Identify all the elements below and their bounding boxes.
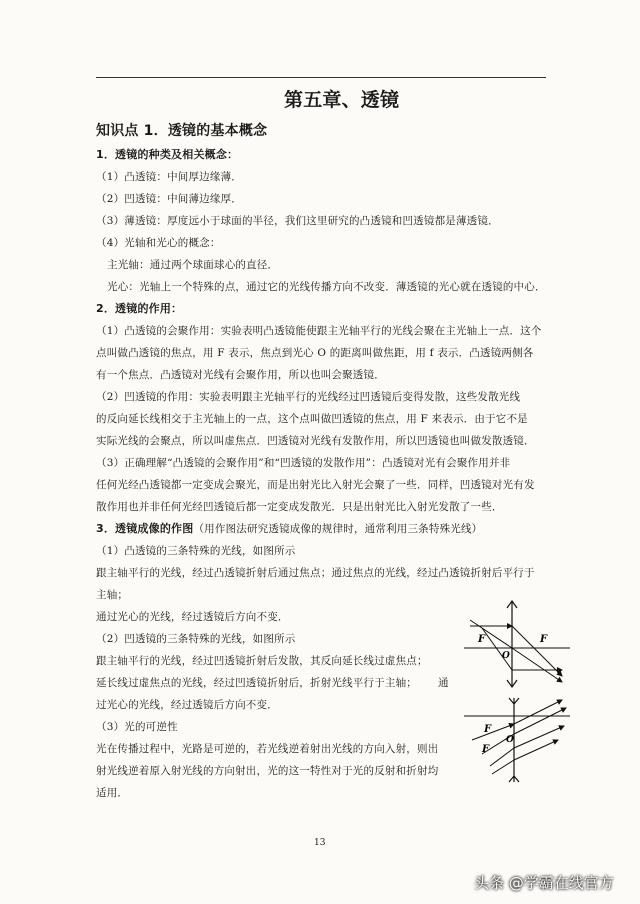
s3-line: 跟主轴平行的光线，经过凹透镜折射后发散，其反向延长线过虚焦点； [96,655,428,667]
focus-label-right: F [482,744,490,755]
s1-line: （4）光轴和光心的概念： [96,237,221,249]
ray [514,708,566,734]
focus-label-left: F [484,724,492,735]
chapter-title: 第五章、透镜 [284,89,400,111]
ray [514,700,562,724]
ray [482,628,512,670]
s3-line: （1）凸透镜的三条特殊的光线，如图所示 [96,545,296,557]
s2-p2-line: （2）凹透镜的作用：实验表明跟主光轴平行的光线经过凹透镜后变得发散，这些发散光线 [96,391,521,403]
s2-p3-line: 散作用也并非任何光经凹透镜后都一定变成发散光．只是出射光比入射光发散了一些． [96,501,503,513]
section-title: 知识点 1．透镜的基本概念 [96,123,268,139]
optical-center-label: O [502,651,510,661]
s3-heading: 3．透镜成像的作图 [96,522,194,535]
s2-p1-line: （1）凸透镜的会聚作用：实验表明凸透镜能使跟主光轴平行的光线会聚在主光轴上一点．这个 [96,325,542,337]
s3-line: （3）光的可逆性 [96,721,178,733]
s3-line: 过光心的光线，经过透镜后方向不变． [96,699,278,711]
s1-line: （2）凹透镜：中间薄边缘厚． [96,193,242,205]
s1-line: 光心：光轴上一个特殊的点，通过它的光线传播方向不改变．薄透镜的光心就在透镜的中心． [107,281,546,293]
s2-p2-line: 实际光线的会聚点，所以叫虚焦点．凹透镜对光线有发散作用，所以凹透镜也叫做发散透镜． [96,435,535,447]
ray [514,740,558,760]
s1-line: （3）薄透镜：厚度远小于球面的半径，我们这里研究的凸透镜和凹透镜都是薄透镜． [96,215,499,227]
s2-p3-line: 任何光经凸透镜都一定变成会聚光，而是出射光比入射光会聚了一些．同样，凹透镜对光有发 [96,479,535,491]
page-number: 13 [314,838,326,848]
ray [512,648,562,682]
s3-line: 延长线过虚焦点的光线，经过凹透镜折射后，折射光线平行于主轴； [96,677,417,689]
optical-center-label: O [506,735,514,745]
ray [512,626,562,676]
concave-lens-diagram [462,694,572,786]
s3-heading-note: （用作图法研究透镜成像的规律时，通常利用三条特殊光线） [193,523,483,535]
s3-line: 光在传播过程中，光路是可逆的，若光线逆着射出光线的方向入射，则出 [96,743,439,755]
s2-p1-line: 有一个焦点．凸透镜对光线有会聚作用，所以也叫会聚透镜． [96,369,385,381]
convex-lens-diagram [462,598,572,690]
s1-heading: 1．透镜的种类及相关概念： [96,148,239,161]
header-rule [96,77,546,78]
s1-line: 主光轴：通过两个球面球心的直径． [107,259,279,271]
s3-line: 通 [438,677,449,689]
s3-line: 跟主轴平行的光线，经过凸透镜折射后通过焦点；通过焦点的光线，经过凸透镜折射后平行于 [96,567,535,579]
s2-p3-line: （3）正确理解“凸透镜的会聚作用”和“凹透镜的发散作用”：凸透镜对光有会聚作用并非 [96,457,511,469]
ray [490,748,514,766]
ray [514,726,564,748]
s3-line: 通过光心的光线，经过透镜后方向不变． [96,611,289,623]
s2-heading: 2．透镜的作用： [96,302,183,315]
s2-p2-line: 的反向延长线相交于主光轴上的一点，这个点叫做凹透镜的焦点，用 F 来表示．由于它不是 [96,413,528,425]
s3-line: （2）凹透镜的三条特殊的光线，如图所示 [96,633,296,645]
s3-line: 主轴； [96,589,129,601]
focus-label-left: F [478,634,486,645]
watermark: 头条 @学霸在线官方 [474,874,614,892]
s3-heading-row [96,522,482,536]
s3-line: 射光线逆着原入射光线的方向射出，光的这一特性对于光的反射和折射均 [96,765,439,777]
focus-label-right: F [540,634,548,645]
ray [470,620,512,648]
s1-line: （1）凸透镜：中间厚边缘薄． [96,171,242,183]
s2-p1-line: 点叫做凸透镜的焦点，用 F 表示，焦点到光心 O 的距离叫做焦距，用 f 表示．凸透镜两侧各 [96,347,534,359]
s3-line: 适用． [96,787,129,799]
